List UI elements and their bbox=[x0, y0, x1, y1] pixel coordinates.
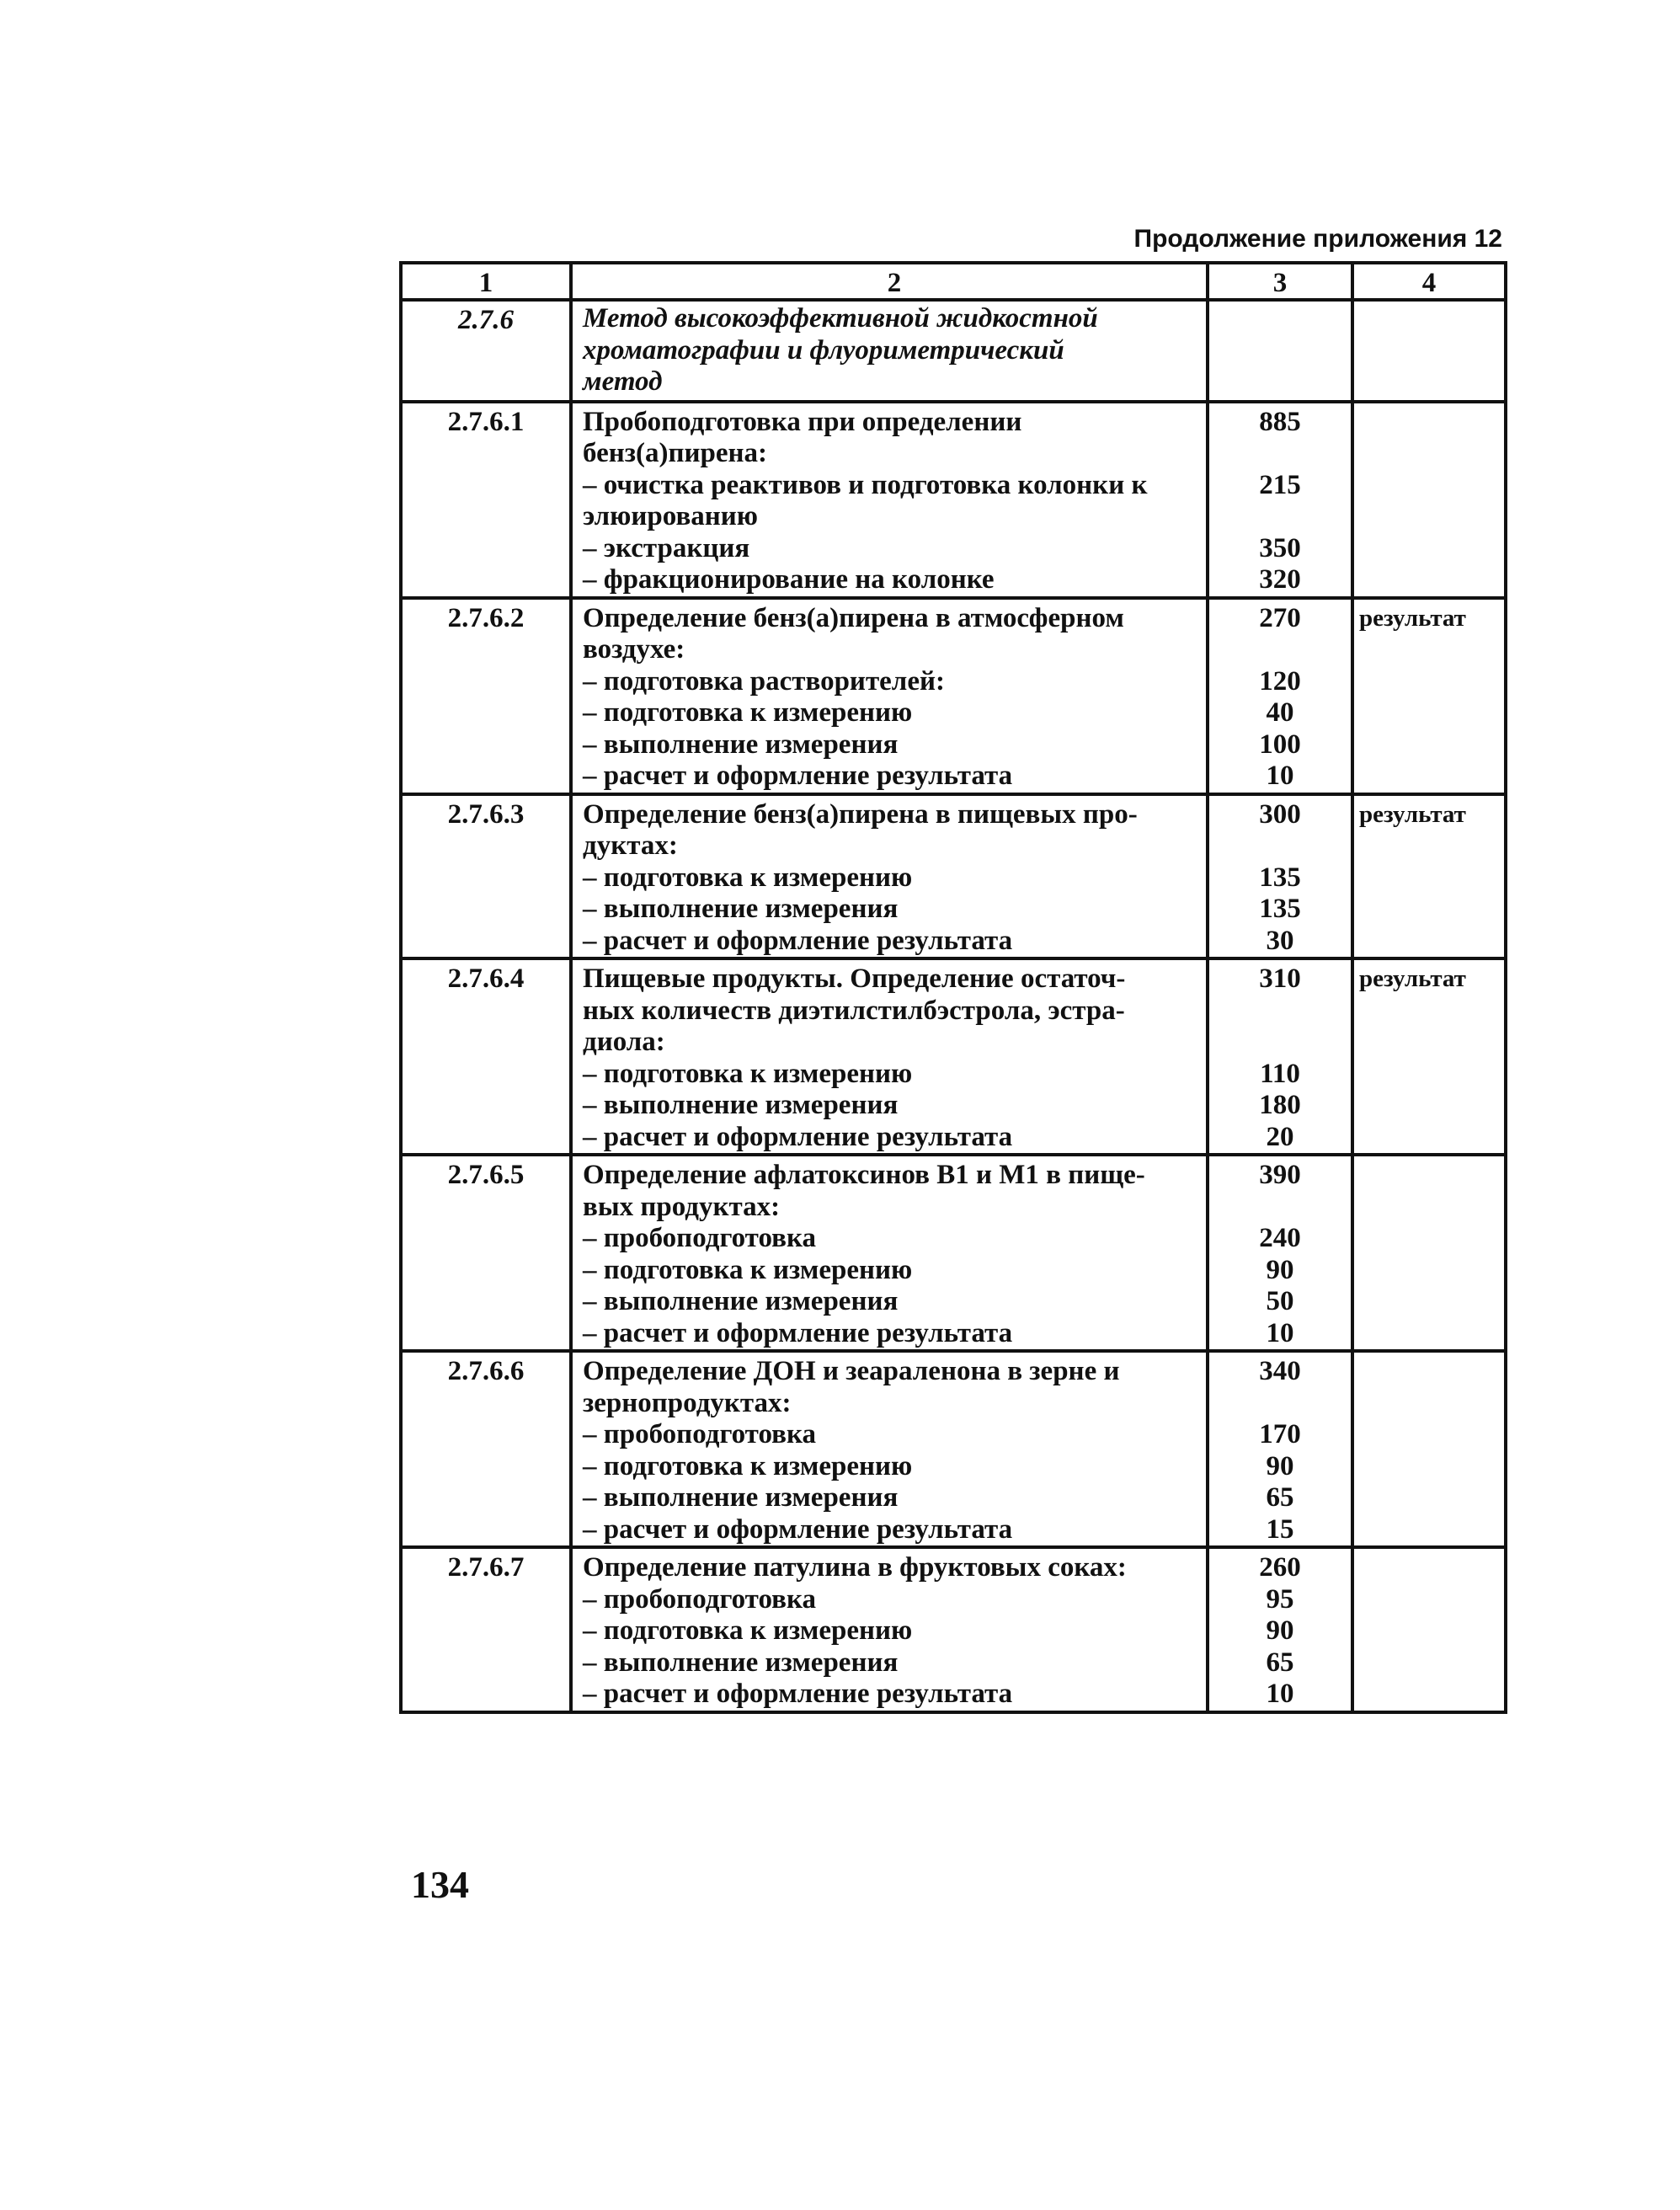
row-values-cell bbox=[1208, 1351, 1352, 1547]
row-description-cell bbox=[571, 402, 1208, 598]
value-line: 300 bbox=[1259, 798, 1301, 830]
row-description-cell bbox=[571, 1155, 1208, 1351]
description-line: – экстракция bbox=[583, 532, 750, 563]
row-values-cell bbox=[1208, 958, 1352, 1155]
row-values-cell bbox=[1208, 598, 1352, 794]
value-line: 50 bbox=[1266, 1286, 1294, 1316]
description-line: зернопродуктах: bbox=[583, 1387, 792, 1418]
row-note-cell bbox=[1352, 958, 1506, 1155]
row-code-cell bbox=[401, 1351, 571, 1547]
description-line: воздухе: bbox=[583, 634, 685, 665]
value-line: 390 bbox=[1259, 1160, 1301, 1190]
row-note: результат bbox=[1359, 604, 1466, 632]
description-line: Определение ДОН и зеараленона в зерне и bbox=[583, 1356, 1120, 1386]
row-values-cell bbox=[1208, 794, 1352, 959]
value-line: 65 bbox=[1266, 1647, 1294, 1678]
description-line: – выполнение измерения bbox=[583, 729, 899, 760]
row-note: результат bbox=[1359, 965, 1466, 992]
description-line: вых продуктах: bbox=[583, 1191, 781, 1222]
value-line: 20 bbox=[1266, 1121, 1294, 1152]
value-line: 120 bbox=[1259, 665, 1301, 697]
row-code-cell bbox=[401, 794, 571, 959]
table-row bbox=[401, 1155, 1506, 1351]
value-line: 135 bbox=[1259, 862, 1301, 893]
description-line: – выполнение измерения bbox=[583, 894, 899, 924]
description-line: – пробоподготовка bbox=[583, 1223, 816, 1253]
row-values-cell bbox=[1208, 1155, 1352, 1351]
row-code: 2.7.6.2 bbox=[447, 602, 525, 633]
value-line: 340 bbox=[1259, 1356, 1301, 1386]
row-code-cell bbox=[401, 402, 571, 598]
value-line bbox=[1209, 830, 1351, 862]
row-note-cell bbox=[1352, 402, 1506, 598]
description-line: метод bbox=[583, 366, 663, 397]
row-code: 2.7.6.4 bbox=[447, 964, 525, 994]
row-code: 2.7.6 bbox=[458, 305, 514, 335]
value-line: 10 bbox=[1266, 1679, 1294, 1709]
value-line: 260 bbox=[1259, 1552, 1301, 1583]
table-row bbox=[401, 794, 1506, 959]
row-code-cell bbox=[401, 1547, 571, 1712]
description-line: диола: bbox=[583, 1027, 665, 1057]
description-line: – пробоподготовка bbox=[583, 1419, 816, 1449]
row-note-cell bbox=[1352, 1547, 1506, 1712]
value-line: 135 bbox=[1259, 894, 1301, 924]
description-line: – подготовка к измерению bbox=[583, 1615, 913, 1646]
description-line: – пробоподготовка bbox=[583, 1583, 816, 1615]
header-col-1: 1 bbox=[401, 263, 571, 300]
description-line: Определение бенз(а)пирена в атмосферном bbox=[583, 602, 1124, 633]
row-note-cell bbox=[1352, 1155, 1506, 1351]
description-line: – подготовка к измерению bbox=[583, 1058, 913, 1089]
table-row bbox=[401, 958, 1506, 1155]
value-line: 65 bbox=[1266, 1482, 1294, 1513]
header-col-4: 4 bbox=[1352, 263, 1506, 300]
row-code-cell bbox=[401, 1155, 571, 1351]
value-line: 240 bbox=[1259, 1223, 1301, 1253]
description-line: – выполнение измерения bbox=[583, 1482, 899, 1513]
value-line bbox=[1209, 438, 1351, 470]
value-line: 95 bbox=[1266, 1583, 1294, 1615]
value-line bbox=[1209, 1027, 1351, 1059]
row-description-cell bbox=[571, 1351, 1208, 1547]
value-line bbox=[1209, 501, 1351, 533]
description-line: – фракционирование на колонке bbox=[583, 564, 995, 595]
description-line: – выполнение измерения bbox=[583, 1090, 899, 1120]
description-line: дуктах: bbox=[583, 830, 678, 861]
row-values-cell bbox=[1208, 1547, 1352, 1712]
row-code: 2.7.6.6 bbox=[447, 1356, 525, 1386]
page-number: 134 bbox=[411, 1863, 469, 1906]
value-line: 15 bbox=[1266, 1513, 1294, 1545]
value-line: 30 bbox=[1266, 925, 1294, 956]
table-header-row bbox=[401, 263, 1506, 300]
value-line: 10 bbox=[1266, 761, 1294, 791]
row-code: 2.7.6.7 bbox=[447, 1552, 525, 1583]
row-description-cell bbox=[571, 1547, 1208, 1712]
value-line: 100 bbox=[1259, 729, 1301, 760]
description-line: Пищевые продукты. Определение остаточ- bbox=[583, 964, 1126, 994]
description-line: хроматографии и флуориметрический bbox=[583, 334, 1064, 366]
value-line: 310 bbox=[1259, 964, 1301, 994]
row-code-cell bbox=[401, 300, 571, 402]
description-line: – расчет и оформление результата bbox=[583, 1317, 1013, 1348]
description-line: – подготовка к измерению bbox=[583, 862, 913, 893]
description-line: Определение бенз(а)пирена в пищевых про- bbox=[583, 798, 1138, 830]
description-line: Определение афлатоксинов В1 и М1 в пище- bbox=[583, 1160, 1145, 1190]
row-code-cell bbox=[401, 598, 571, 794]
description-line: – подготовка к измерению bbox=[583, 1254, 913, 1285]
description-line: Метод высокоэффективной жидкостной bbox=[583, 303, 1098, 334]
row-code: 2.7.6.3 bbox=[447, 798, 525, 830]
description-line: – подготовка к измерению bbox=[583, 1450, 913, 1481]
header-col-2: 2 bbox=[571, 263, 1208, 300]
row-description-cell bbox=[571, 300, 1208, 402]
row-note-cell bbox=[1352, 300, 1506, 402]
value-line: 10 bbox=[1266, 1317, 1294, 1348]
row-note-cell bbox=[1352, 598, 1506, 794]
value-line: 90 bbox=[1266, 1615, 1294, 1646]
row-values-cell bbox=[1208, 402, 1352, 598]
value-line bbox=[1209, 368, 1351, 400]
row-note-cell bbox=[1352, 1351, 1506, 1547]
row-description-cell bbox=[571, 958, 1208, 1155]
value-line: 270 bbox=[1259, 602, 1301, 633]
value-line: 320 bbox=[1259, 564, 1301, 595]
value-line bbox=[1209, 305, 1351, 337]
description-line: – расчет и оформление результата bbox=[583, 925, 1013, 956]
description-line: бенз(а)пирена: bbox=[583, 438, 767, 468]
table-body bbox=[401, 263, 1506, 1712]
table-row bbox=[401, 1351, 1506, 1547]
description-line: – выполнение измерения bbox=[583, 1286, 899, 1316]
value-line bbox=[1209, 634, 1351, 666]
row-code: 2.7.6.5 bbox=[447, 1160, 525, 1190]
description-line: – расчет и оформление результата bbox=[583, 1513, 1013, 1545]
value-line: 215 bbox=[1259, 469, 1301, 500]
value-line: 885 bbox=[1259, 406, 1301, 437]
description-line: – расчет и оформление результата bbox=[583, 761, 1013, 791]
table-row bbox=[401, 598, 1506, 794]
value-line bbox=[1209, 337, 1351, 369]
description-line: элюированию bbox=[583, 501, 759, 531]
table-row bbox=[401, 1547, 1506, 1712]
row-description-cell bbox=[571, 794, 1208, 959]
row-values-cell bbox=[1208, 300, 1352, 402]
description-line: – очистка реактивов и подготовка колонки к bbox=[583, 469, 1148, 500]
value-line: 90 bbox=[1266, 1450, 1294, 1481]
row-note-cell bbox=[1352, 794, 1506, 959]
value-line: 90 bbox=[1266, 1254, 1294, 1285]
value-line: 40 bbox=[1266, 697, 1294, 728]
value-line: 170 bbox=[1259, 1419, 1301, 1449]
value-line: 110 bbox=[1260, 1058, 1300, 1089]
row-code-cell bbox=[401, 958, 571, 1155]
description-line: Пробоподготовка при определении bbox=[583, 406, 1022, 437]
description-line: – расчет и оформление результата bbox=[583, 1121, 1013, 1152]
price-table bbox=[399, 261, 1507, 1714]
description-line: – выполнение измерения bbox=[583, 1647, 899, 1678]
value-line: 180 bbox=[1259, 1090, 1301, 1120]
row-description-cell bbox=[571, 598, 1208, 794]
value-line: 350 bbox=[1259, 532, 1301, 563]
row-note: результат bbox=[1359, 800, 1466, 828]
header-col-3: 3 bbox=[1208, 263, 1352, 300]
value-line bbox=[1209, 1388, 1351, 1420]
description-line: ных количеств диэтилстилбэстрола, эстра- bbox=[583, 995, 1125, 1026]
description-line: Определение патулина в фруктовых соках: bbox=[583, 1552, 1127, 1583]
description-line: – подготовка к измерению bbox=[583, 697, 913, 728]
table-row bbox=[401, 402, 1506, 598]
row-code: 2.7.6.1 bbox=[447, 406, 525, 437]
value-line bbox=[1209, 996, 1351, 1028]
value-line bbox=[1209, 1192, 1351, 1224]
description-line: – подготовка растворителей: bbox=[583, 665, 945, 697]
table-row bbox=[401, 300, 1506, 402]
table-caption: Продолжение приложения 12 bbox=[1133, 225, 1502, 253]
description-line: – расчет и оформление результата bbox=[583, 1679, 1013, 1709]
